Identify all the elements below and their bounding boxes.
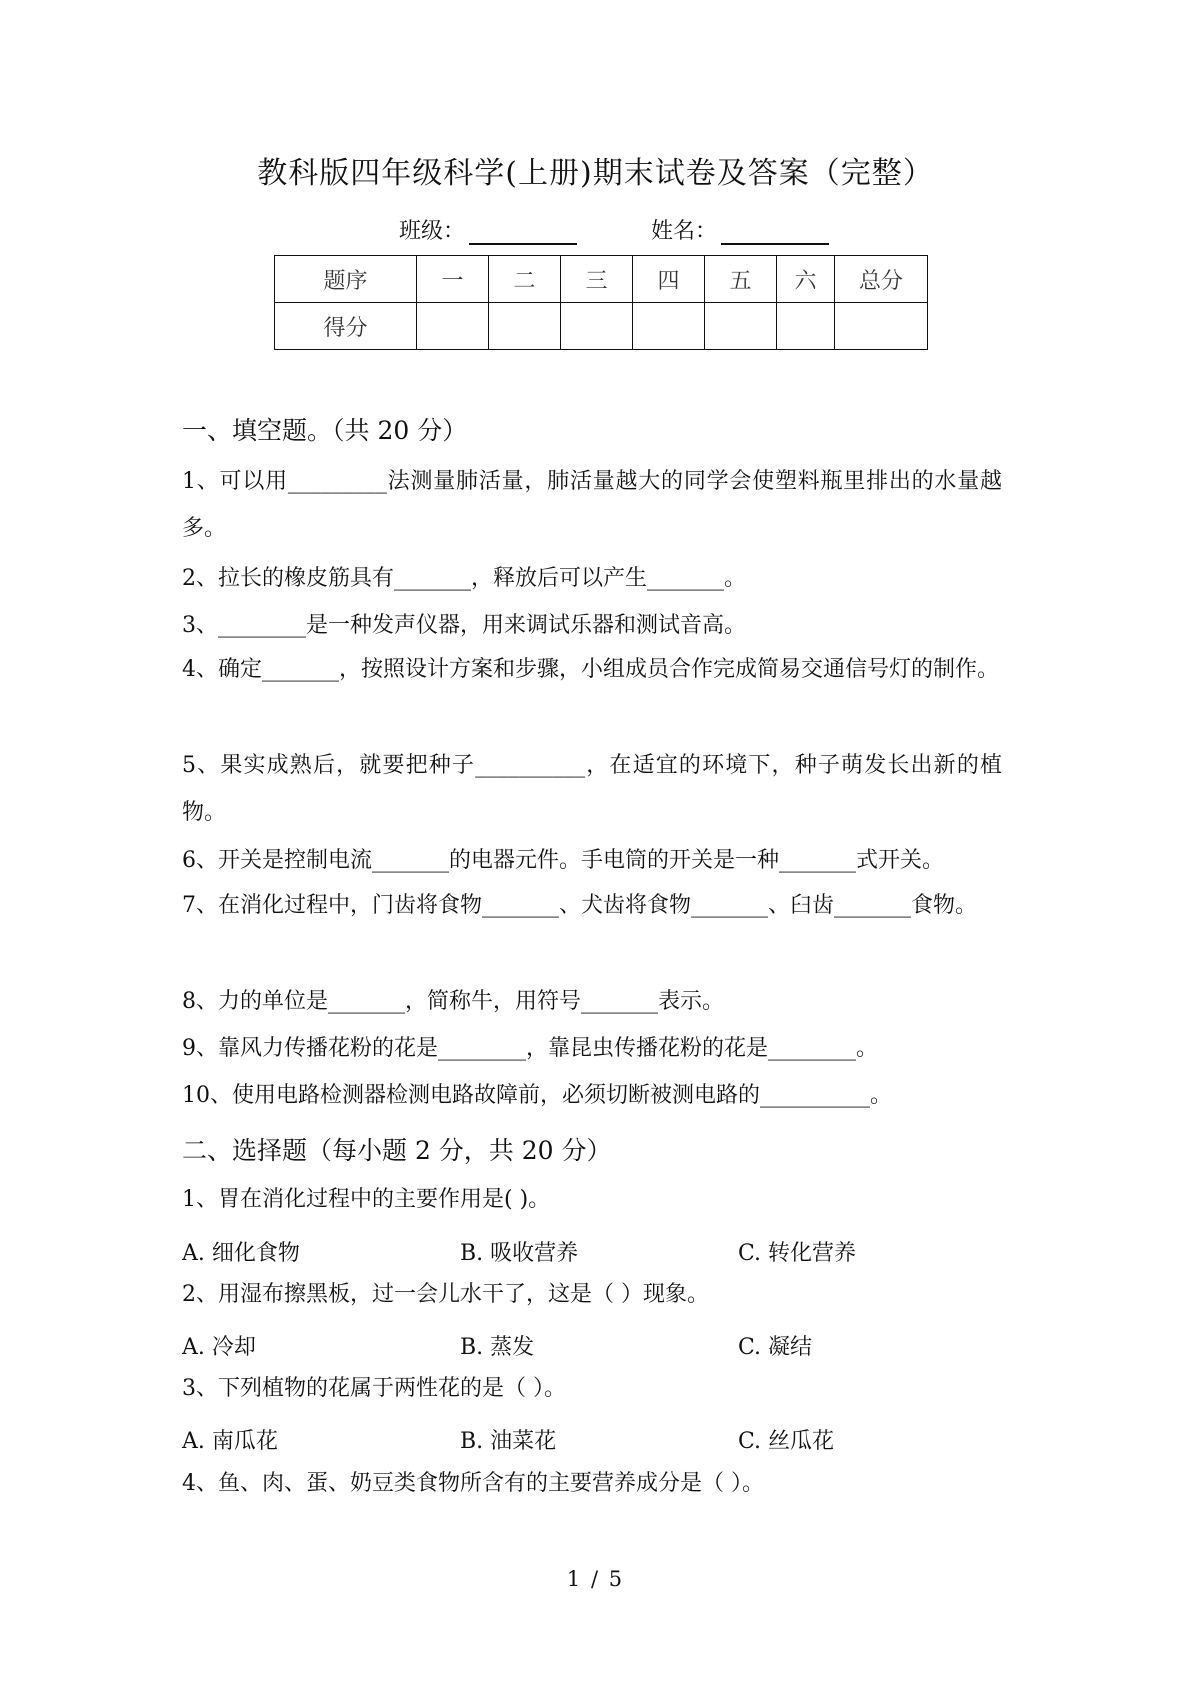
score-table-header-cell: 三 — [561, 256, 633, 303]
page-number: 1 / 5 — [566, 1567, 625, 1591]
score-cell[interactable] — [561, 303, 633, 350]
choice-option-c[interactable]: C. 凝结 — [738, 1335, 813, 1360]
score-table — [274, 255, 928, 350]
fill-in-question: 6、开关是控制电流_______的电器元件。手电筒的开关是一种_______式开关。 — [182, 848, 944, 873]
score-cell[interactable] — [417, 303, 489, 350]
name-field — [651, 214, 829, 245]
section-heading-choice: 二、选择题（每小题 2 分，共 20 分） — [182, 1136, 612, 1165]
score-cell[interactable] — [777, 303, 835, 350]
score-cell[interactable] — [633, 303, 705, 350]
choice-option-b[interactable]: B. 吸收营养 — [460, 1241, 579, 1266]
name-label: 姓名： — [651, 219, 718, 244]
score-table-score-row — [275, 303, 928, 350]
choice-option-b[interactable]: B. 油菜花 — [460, 1429, 557, 1454]
score-cell[interactable] — [489, 303, 561, 350]
score-table-header-cell: 二 — [489, 256, 561, 303]
score-table-header-cell: 一 — [417, 256, 489, 303]
choice-option-a[interactable]: A. 冷却 — [182, 1335, 256, 1360]
score-row-label: 得分 — [275, 303, 417, 350]
fill-in-question: 4、确定_______，按照设计方案和步骤，小组成员合作完成简易交通信号灯的制作。 — [182, 657, 999, 682]
score-table-header-cell: 五 — [705, 256, 777, 303]
score-table-header-cell: 题序 — [275, 256, 417, 303]
choice-question-stem: 4、鱼、肉、蛋、奶豆类食物所含有的主要营养成分是（ ）。 — [182, 1471, 764, 1496]
fill-in-question: 10、使用电路检测器检测电路故障前，必须切断被测电路的__________。 — [182, 1083, 892, 1108]
class-field — [399, 214, 577, 245]
page-title: 教科版四年级科学(上册)期末试卷及答案（完整） — [257, 156, 934, 191]
class-label: 班级： — [399, 219, 466, 244]
fill-in-question: 9、靠风力传播花粉的花是________，靠昆虫传播花粉的花是________。 — [182, 1036, 878, 1061]
class-input-line[interactable] — [469, 217, 577, 245]
fill-in-question: 3、________是一种发声仪器，用来调试乐器和测试音高。 — [182, 613, 746, 638]
choice-option-c[interactable]: C. 转化营养 — [738, 1241, 857, 1266]
choice-question-stem: 2、用湿布擦黑板，过一会儿水干了，这是（ ）现象。 — [182, 1282, 709, 1307]
choice-option-c[interactable]: C. 丝瓜花 — [738, 1429, 835, 1454]
name-input-line[interactable] — [721, 217, 829, 245]
fill-in-question: 5、果实成熟后，就要把种子__________，在适宜的环境下，种子萌发长出新的植物。 — [182, 753, 1002, 825]
score-table-header-cell: 总分 — [835, 256, 928, 303]
choice-option-a[interactable]: A. 细化食物 — [182, 1241, 300, 1266]
score-cell[interactable] — [835, 303, 928, 350]
fill-in-question: 8、力的单位是_______，简称牛，用符号_______表示。 — [182, 989, 724, 1014]
score-table-header-row — [275, 256, 928, 303]
choice-option-b[interactable]: B. 蒸发 — [460, 1335, 535, 1360]
choice-option-a[interactable]: A. 南瓜花 — [182, 1429, 278, 1454]
score-table-header-cell: 四 — [633, 256, 705, 303]
fill-in-question: 1、可以用_________法测量肺活量，肺活量越大的同学会使塑料瓶里排出的水量越多。 — [182, 469, 1002, 541]
section-heading-fill-in: 一、填空题。（共 20 分） — [182, 416, 468, 445]
fill-in-question: 2、拉长的橡皮筋具有_______，释放后可以产生_______。 — [182, 566, 746, 591]
choice-question-stem: 3、下列植物的花属于两性花的是（ ）。 — [182, 1376, 566, 1401]
score-table-header-cell: 六 — [777, 256, 835, 303]
score-cell[interactable] — [705, 303, 777, 350]
choice-question-stem: 1、胃在消化过程中的主要作用是( )。 — [182, 1187, 551, 1212]
fill-in-question: 7、在消化过程中，门齿将食物_______、犬齿将食物_______、臼齿_______食物。 — [182, 893, 977, 918]
